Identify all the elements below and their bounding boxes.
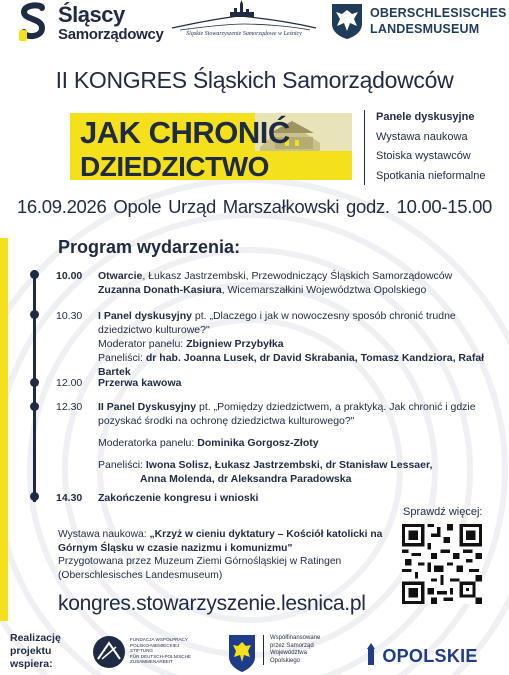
item-bold: Iwona Solisz, Łukasz Jastrzembski, dr Stanisław Lessaer, bbox=[145, 459, 433, 471]
item-text: pozyskać środki na ochronę dziedzictwa kulturowego?" bbox=[98, 415, 355, 427]
event-hours: godz. 10.00-15.00 bbox=[346, 196, 493, 217]
fund-line: FUNDACJA WSPÓŁPRACY bbox=[130, 637, 188, 642]
slascy-s-mark-icon bbox=[18, 2, 48, 42]
event-features-list bbox=[376, 108, 506, 186]
feature-item: Spotkania nieformalne bbox=[376, 169, 486, 182]
exhibition-info bbox=[58, 528, 388, 582]
opolskie-tower-icon bbox=[365, 643, 377, 665]
item-bold: Dominika Gorgosz-Złoty bbox=[197, 437, 319, 449]
fwpn-emblem-icon bbox=[92, 635, 126, 669]
exhibition-title: „Krzyż w cieniu dyktatury – Kościół katolicki na bbox=[149, 529, 383, 540]
cofinanced-note bbox=[263, 635, 350, 665]
item-text: , Wicemarszałkini Województwa Opolskiego bbox=[221, 284, 427, 296]
headline-line2: DZIEDZICTWO bbox=[80, 151, 269, 182]
program-item bbox=[56, 376, 509, 392]
timeline-dot bbox=[30, 270, 39, 279]
fund-line: ZUSAMMENARBEIT bbox=[130, 659, 173, 665]
logo-left-line1: Śląscy bbox=[58, 2, 125, 27]
feature-item: Wystawa naukowa bbox=[376, 130, 468, 143]
item-bold: Anna Molenda, dr Aleksandra Paradowska bbox=[140, 473, 352, 485]
logo-right-line2: LANDESMUSEUM bbox=[370, 22, 480, 36]
program-item bbox=[56, 400, 509, 490]
item-text: dziedzictwo kulturowe?" bbox=[98, 324, 210, 336]
cofinanced-line: Opolskiego bbox=[270, 657, 301, 664]
timeline-dot bbox=[30, 402, 39, 411]
timeline-dot bbox=[30, 310, 39, 319]
headline-banner bbox=[70, 113, 352, 180]
item-label: Moderator panelu: bbox=[98, 338, 187, 350]
fwpn-foundation-logo bbox=[92, 633, 212, 673]
headline-line1: JAK CHRONIĆ bbox=[80, 115, 290, 150]
logo-left-line2: Samorządowcy bbox=[58, 26, 164, 43]
program-timeline bbox=[30, 270, 40, 502]
timeline-dot bbox=[30, 492, 39, 501]
event-details bbox=[0, 196, 509, 218]
item-bold: I Panel dyskusyjny bbox=[98, 310, 192, 322]
support-label bbox=[10, 632, 61, 671]
cofinanced-line: Współfinansowane bbox=[270, 635, 321, 641]
item-bold: Zuzanna Donath-Kasiura bbox=[98, 284, 222, 296]
exhibition-title: Górnym Śląsku w czasie nazizmu i komunizmu" bbox=[58, 542, 293, 554]
cofinanced-line: przez Samorząd bbox=[270, 642, 314, 649]
timeline-dot bbox=[30, 378, 39, 387]
qr-label: Sprawdź więcej: bbox=[403, 506, 483, 518]
exhibition-desc: Przygotowana przez Muzeum Ziemi Górnośląskiej w Ratingen bbox=[58, 556, 342, 567]
item-bold: Otwarcie bbox=[98, 270, 143, 282]
support-label-line: Realizację bbox=[10, 632, 61, 644]
feature-item: Stoiska wystawców bbox=[376, 150, 471, 162]
program-item bbox=[56, 269, 509, 299]
program-time: 10.30 bbox=[56, 310, 83, 322]
program-time: 12.30 bbox=[56, 401, 83, 413]
stowarzyszenie-lesnica-logo bbox=[170, 0, 318, 44]
item-label: Moderatorka panelu: bbox=[98, 437, 198, 449]
oberschlesisches-landesmuseum-logo bbox=[330, 2, 505, 42]
item-bold: II Panel Dyskusyjny bbox=[98, 401, 197, 413]
program-time: 14.30 bbox=[56, 492, 83, 504]
support-label-line: projektu bbox=[10, 645, 52, 657]
fund-line: STIFTUNG bbox=[130, 648, 153, 654]
exhibition-desc: (Oberschlesisches Landesmuseum) bbox=[58, 569, 223, 581]
landscape-hill-icon bbox=[170, 0, 318, 32]
exhibition-prefix: Wystawa naukowa: bbox=[58, 529, 150, 540]
event-venue: Urząd Marszałkowski bbox=[168, 196, 340, 217]
side-divider bbox=[364, 110, 365, 185]
program-time: 10.00 bbox=[56, 270, 83, 282]
eagle-shield-icon bbox=[330, 2, 364, 40]
fund-line: FÜR DEUTSCH-POLNISCHE bbox=[130, 653, 191, 659]
item-bold: Zbigniew Przybyłka bbox=[186, 338, 284, 350]
logo-right-line1: OBERSCHLESISCHES bbox=[370, 6, 507, 20]
qr-code-icon[interactable] bbox=[402, 524, 482, 604]
item-text: pt. „Pomiędzy dziedzictwem, a praktyką. Jak chronić i gdzie bbox=[196, 401, 476, 413]
program-item bbox=[56, 491, 509, 507]
opolskie-wordmark: OPOLSKIE bbox=[382, 646, 478, 666]
event-date: 16.09.2026 bbox=[16, 196, 107, 217]
program-heading: Program wydarzenia: bbox=[58, 237, 241, 257]
opolskie-logo bbox=[365, 643, 478, 667]
support-label-line: wspiera: bbox=[10, 658, 53, 670]
item-bold: dr hab. Joanna Lusek, dr David Skrabania, Tomasz Kandziora, Rafał Bartek bbox=[98, 352, 485, 378]
opolskie-coat-of-arms-icon bbox=[227, 633, 257, 673]
event-city: Opole bbox=[113, 196, 162, 217]
item-label: Paneliści: bbox=[98, 459, 146, 471]
congress-title: II KONGRES Śląskich Samorządowców bbox=[55, 67, 454, 93]
program-item bbox=[56, 309, 509, 378]
website-url[interactable]: kongres.stowarzyszenie.lesnica.pl bbox=[58, 592, 366, 615]
item-label: Paneliści: bbox=[98, 352, 146, 364]
logo-mid-caption: Śląskie Stowarzyszenie Samorządowe w Leśnicy bbox=[186, 31, 302, 37]
fund-line: POLSKO-NIEMIECKIEJ bbox=[130, 642, 180, 648]
cofinanced-line: Województwa bbox=[270, 650, 307, 656]
item-bold: Zakończenie kongresu i wnioski bbox=[98, 492, 259, 504]
item-bold: Przerwa kawowa bbox=[98, 377, 182, 389]
item-text: , Łukasz Jastrzembski, Przewodniczący Śląskich Samorządowców bbox=[142, 270, 453, 282]
feature-item: Panele dyskusyjne bbox=[376, 111, 475, 123]
program-time: 12.00 bbox=[56, 377, 83, 389]
slascy-samorzadowcy-logo bbox=[18, 2, 168, 46]
item-text: pt. „Dlaczego i jak w nowoczesny sposób chronić trudne bbox=[191, 310, 456, 322]
